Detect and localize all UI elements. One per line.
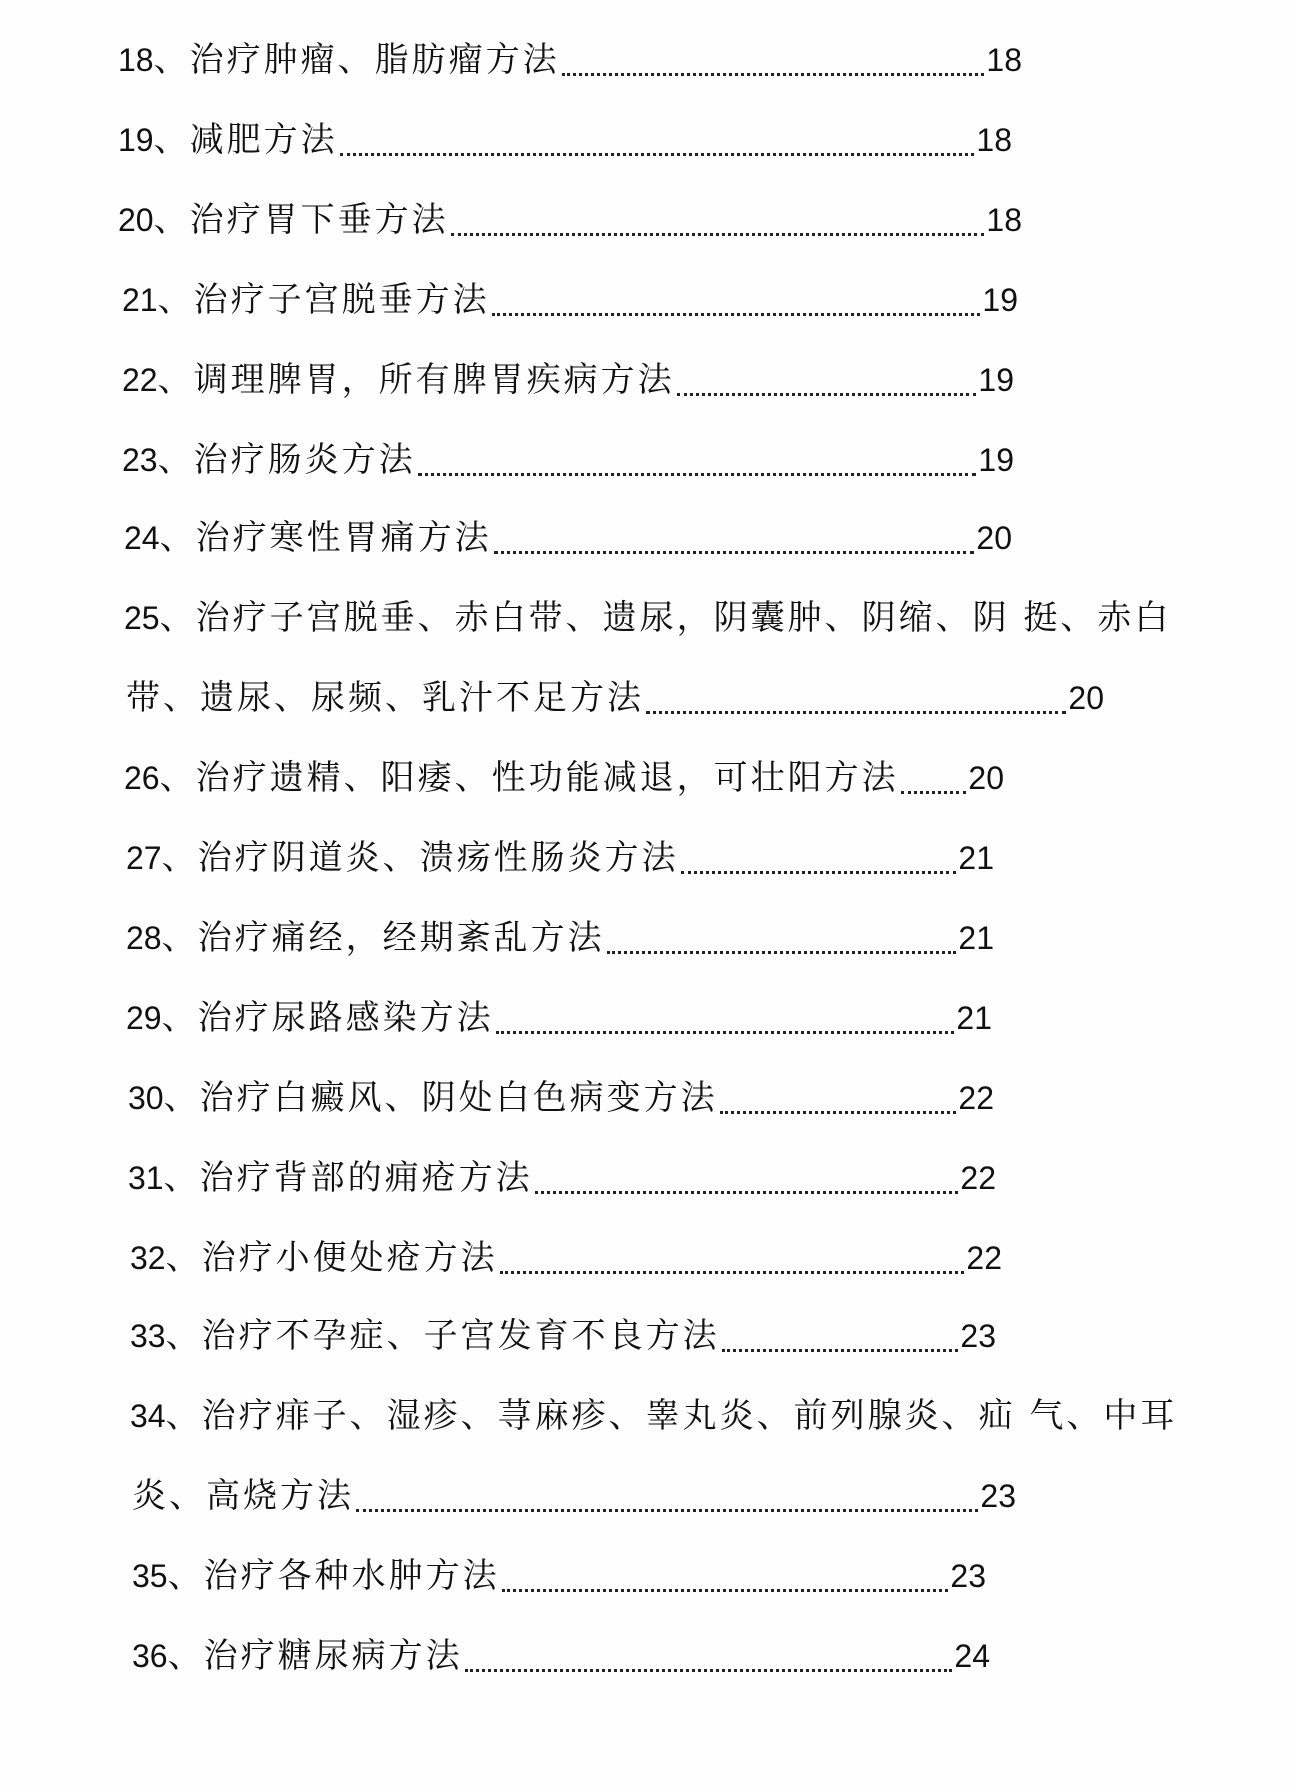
entry-number: 20 bbox=[118, 202, 154, 238]
toc-entry bbox=[130, 1316, 996, 1356]
toc-entry bbox=[124, 598, 1171, 638]
entry-number: 27 bbox=[126, 840, 162, 876]
entry-separator: 、 bbox=[161, 998, 196, 1038]
entry-number: 32 bbox=[130, 1240, 166, 1276]
entry-separator: 、 bbox=[165, 1316, 200, 1356]
entry-page-number: 23 bbox=[950, 1558, 986, 1594]
toc-entry bbox=[132, 1636, 990, 1676]
toc-entry bbox=[122, 360, 1014, 400]
dot-leader bbox=[465, 1669, 953, 1672]
entry-title: 治疗遗精、阳痿、性功能减退，可壮阳方法 bbox=[195, 758, 899, 798]
entry-page-number: 19 bbox=[982, 282, 1018, 318]
entry-title: 治疗胃下垂方法 bbox=[189, 200, 449, 240]
entry-title: 调理脾胃，所有脾胃疾病方法 bbox=[193, 360, 675, 400]
entry-page-number: 18 bbox=[986, 42, 1022, 78]
entry-separator: 、 bbox=[163, 1078, 198, 1118]
entry-separator: 、 bbox=[161, 918, 196, 958]
entry-page-number: 18 bbox=[976, 122, 1012, 158]
entry-number: 35 bbox=[132, 1558, 168, 1594]
dot-leader bbox=[496, 1031, 955, 1034]
entry-number: 26 bbox=[124, 760, 160, 796]
entry-number: 30 bbox=[128, 1080, 164, 1116]
toc-entry bbox=[124, 758, 1004, 798]
dot-leader bbox=[720, 1111, 957, 1114]
entry-title: 减肥方法 bbox=[189, 120, 338, 160]
entry-page-number: 21 bbox=[958, 840, 994, 876]
entry-page-number: 19 bbox=[978, 362, 1014, 398]
toc-entry bbox=[130, 1238, 1002, 1278]
entry-number: 28 bbox=[126, 920, 162, 956]
entry-page-number: 22 bbox=[966, 1240, 1002, 1276]
entry-separator: 、 bbox=[153, 40, 188, 80]
entry-title: 治疗寒性胃痛方法 bbox=[195, 518, 492, 558]
entry-title: 治疗子宫脱垂方法 bbox=[193, 280, 490, 320]
entry-title: 治疗白癜风、阴处白色病变方法 bbox=[199, 1078, 718, 1118]
toc-entry bbox=[126, 918, 994, 958]
entry-number: 19 bbox=[118, 122, 154, 158]
entry-title: 治疗痱子、湿疹、荨麻疹、睾丸炎、前列腺炎、疝 气、中耳 bbox=[201, 1396, 1178, 1436]
entry-number: 21 bbox=[122, 282, 158, 318]
dot-leader bbox=[451, 233, 985, 236]
toc-entry bbox=[126, 998, 992, 1038]
entry-page-number: 20 bbox=[976, 520, 1012, 556]
dot-leader bbox=[646, 711, 1066, 714]
dot-leader bbox=[500, 1271, 965, 1274]
entry-number: 34 bbox=[130, 1398, 166, 1434]
entry-page-number: 18 bbox=[986, 202, 1022, 238]
entry-title: 治疗痛经，经期紊乱方法 bbox=[197, 918, 605, 958]
entry-number: 29 bbox=[126, 1000, 162, 1036]
toc-entry bbox=[132, 1556, 986, 1596]
entry-page-number: 20 bbox=[1068, 680, 1104, 716]
entry-title-continuation: 带、遗尿、尿频、乳汁不足方法 bbox=[126, 678, 644, 718]
entry-number: 22 bbox=[122, 362, 158, 398]
entry-number: 24 bbox=[124, 520, 160, 556]
entry-page-number: 22 bbox=[958, 1080, 994, 1116]
entry-title: 治疗不孕症、子宫发育不良方法 bbox=[201, 1316, 720, 1356]
entry-page-number: 21 bbox=[958, 920, 994, 956]
toc-entry bbox=[122, 440, 1014, 480]
dot-leader bbox=[722, 1349, 959, 1352]
entry-page-number: 24 bbox=[954, 1638, 990, 1674]
entry-title: 治疗糖尿病方法 bbox=[203, 1636, 463, 1676]
dot-leader bbox=[562, 73, 985, 76]
entry-number: 23 bbox=[122, 442, 158, 478]
entry-title: 治疗肿瘤、脂肪瘤方法 bbox=[189, 40, 560, 80]
entry-separator: 、 bbox=[167, 1556, 202, 1596]
entry-separator: 、 bbox=[157, 440, 192, 480]
entry-separator: 、 bbox=[161, 838, 196, 878]
dot-leader bbox=[607, 951, 957, 954]
entry-number: 25 bbox=[124, 600, 160, 636]
entry-separator: 、 bbox=[157, 280, 192, 320]
dot-leader bbox=[535, 1191, 959, 1194]
toc-entry bbox=[128, 1078, 994, 1118]
entry-separator: 、 bbox=[163, 1158, 198, 1198]
dot-leader bbox=[492, 313, 981, 316]
entry-separator: 、 bbox=[167, 1636, 202, 1676]
entry-number: 33 bbox=[130, 1318, 166, 1354]
dot-leader bbox=[502, 1589, 949, 1592]
entry-title: 治疗小便处疮方法 bbox=[201, 1238, 498, 1278]
dot-leader bbox=[418, 473, 977, 476]
entry-title: 治疗肠炎方法 bbox=[193, 440, 416, 480]
entry-page-number: 21 bbox=[956, 1000, 992, 1036]
dot-leader bbox=[901, 791, 967, 794]
toc-entry bbox=[126, 838, 994, 878]
entry-page-number: 23 bbox=[980, 1478, 1016, 1514]
entry-page-number: 20 bbox=[968, 760, 1004, 796]
entry-page-number: 19 bbox=[978, 442, 1014, 478]
entry-separator: 、 bbox=[159, 758, 194, 798]
toc-entry-continuation bbox=[126, 678, 1104, 718]
entry-title: 治疗背部的痈疮方法 bbox=[199, 1158, 533, 1198]
entry-number: 18 bbox=[118, 42, 154, 78]
entry-separator: 、 bbox=[159, 518, 194, 558]
toc-entry bbox=[118, 40, 1022, 80]
toc-entry bbox=[130, 1396, 1177, 1436]
toc-entry bbox=[124, 518, 1012, 558]
entry-page-number: 22 bbox=[960, 1160, 996, 1196]
entry-separator: 、 bbox=[153, 200, 188, 240]
toc-entry bbox=[128, 1158, 996, 1198]
toc-entry-continuation bbox=[132, 1476, 1016, 1516]
dot-leader bbox=[340, 153, 975, 156]
entry-page-number: 23 bbox=[960, 1318, 996, 1354]
entry-separator: 、 bbox=[165, 1238, 200, 1278]
toc-entry bbox=[122, 280, 1018, 320]
dot-leader bbox=[494, 551, 975, 554]
entry-separator: 、 bbox=[159, 598, 194, 638]
entry-title: 治疗尿路感染方法 bbox=[197, 998, 494, 1038]
entry-title: 治疗各种水肿方法 bbox=[203, 1556, 500, 1596]
toc-entry bbox=[118, 200, 1022, 240]
entry-separator: 、 bbox=[165, 1396, 200, 1436]
entry-title-continuation: 炎、高烧方法 bbox=[132, 1476, 354, 1516]
entry-number: 36 bbox=[132, 1638, 168, 1674]
entry-title: 治疗子宫脱垂、赤白带、遗尿，阴囊肿、阴缩、阴 挺、赤白 bbox=[195, 598, 1172, 638]
dot-leader bbox=[677, 393, 977, 396]
entry-title: 治疗阴道炎、溃疡性肠炎方法 bbox=[197, 838, 679, 878]
dot-leader bbox=[356, 1509, 978, 1512]
entry-separator: 、 bbox=[157, 360, 192, 400]
entry-separator: 、 bbox=[153, 120, 188, 160]
toc-entry bbox=[118, 120, 1012, 160]
entry-number: 31 bbox=[128, 1160, 164, 1196]
dot-leader bbox=[681, 871, 957, 874]
